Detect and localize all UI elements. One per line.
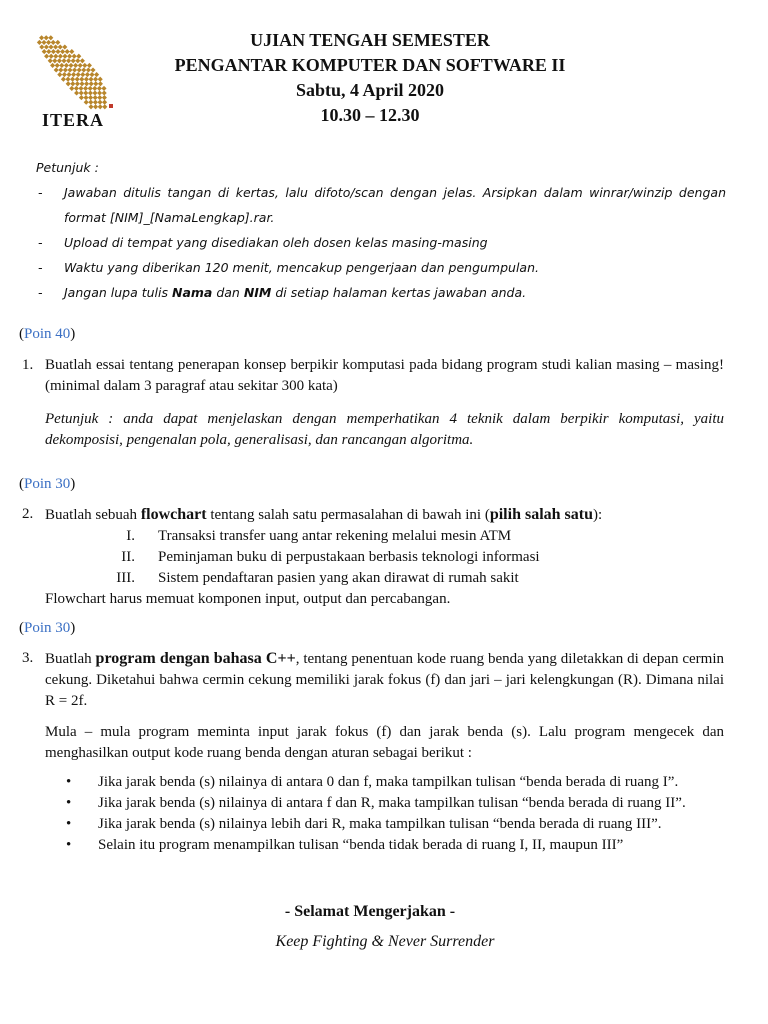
q3-text: Buatlah program dengan bahasa C++, tentang penentuan kode ruang benda yang diletakkan di depan cermin cekung. Diketahui bahwa cermin cekung memiliki jarak fokus (f) dan jari – jari kelengkungan (R). Dimana nilai R = 2f. bbox=[45, 650, 725, 709]
q2-footer: Flowchart harus memuat komponen input, output dan percabangan. bbox=[45, 591, 451, 607]
header-course: PENGANTAR KOMPUTER DAN SOFTWARE II bbox=[174, 55, 566, 75]
q1-number: 1. bbox=[22, 357, 34, 373]
list-item: • Selain itu program menampilkan tulisan “benda tidak berada di ruang I, II, maupun III” bbox=[66, 837, 624, 853]
q2-option: I. Transaksi transfer uang antar rekening melalui mesin ATM bbox=[126, 528, 512, 544]
q2-option: III. Sistem pendaftaran pasien yang akan dirawat di rumah sakit bbox=[116, 570, 519, 586]
instruction-item: - Jawaban ditulis tangan di kertas, lalu difoto/scan dengan jelas. Arsipkan dalam winrar/winzip dengan format [NIM]_[NamaLengkap].rar. bbox=[38, 185, 726, 225]
instruction-item: - Waktu yang diberikan 120 menit, mencakup pengerjaan dan pengumpulan. bbox=[38, 260, 539, 275]
q2-text: Buatlah sebuah flowchart tentang salah satu permasalahan di bawah ini (pilih salah satu): bbox=[45, 506, 603, 523]
q1-hint: Petunjuk : anda dapat menjelaskan dengan memperhatikan 4 teknik dalam berpikir komputasi, yaitu dekomposisi, pengenalan pola, generalisasi, dan rancangan algoritma. bbox=[45, 411, 724, 448]
q2-points: (Poin 30) bbox=[19, 476, 76, 492]
closing-text: - Selamat Mengerjakan - bbox=[284, 903, 456, 920]
q1-text: Buatlah essai tentang penerapan konsep berpikir komputasi pada bidang program studi kalian masing – masing! (minimal dalam 3 paragraf atau sekitar 300 kata) bbox=[45, 357, 724, 394]
q1-points: (Poin 40) bbox=[19, 326, 76, 342]
question-1 bbox=[22, 355, 724, 451]
motto-text: Keep Fighting & Never Surrender bbox=[275, 933, 495, 950]
header-time: 10.30 – 12.30 bbox=[320, 105, 420, 125]
list-item: • Jika jarak benda (s) nilainya lebih dari R, maka tampilkan tulisan “benda berada di ruang III”. bbox=[66, 816, 662, 832]
instructions bbox=[36, 155, 726, 305]
q2-option: II. Peminjaman buku di perpustakaan berbasis teknologi informasi bbox=[121, 549, 540, 565]
logo-text: ITERA bbox=[42, 110, 105, 130]
question-3 bbox=[22, 648, 724, 856]
instruction-item: - Upload di tempat yang disediakan oleh dosen kelas masing-masing bbox=[38, 235, 488, 250]
q3-rules bbox=[45, 772, 724, 856]
instructions-title: Petunjuk : bbox=[36, 160, 99, 175]
header-title: UJIAN TENGAH SEMESTER bbox=[250, 30, 490, 50]
q2-number: 2. bbox=[22, 506, 34, 522]
exam-header bbox=[0, 28, 740, 128]
question-2 bbox=[22, 504, 724, 610]
nama-keyword: Nama bbox=[171, 285, 213, 300]
header-date: Sabtu, 4 April 2020 bbox=[295, 80, 445, 100]
list-item: • Jika jarak benda (s) nilainya di antara f dan R, maka tampilkan tulisan “benda berada di ruang II”. bbox=[66, 795, 686, 811]
instruction-item: - Jangan lupa tulis Nama dan NIM di setiap halaman kertas jawaban anda. bbox=[38, 285, 527, 300]
q3-para2: Mula – mula program meminta input jarak fokus (f) dan jarak benda (s). Lalu program mengecek dan menghasilkan output kode ruang benda dengan aturan sebagai berikut : bbox=[45, 724, 724, 761]
list-item: • Jika jarak benda (s) nilainya di antara 0 dan f, maka tampilkan tulisan “benda berada di ruang I”. bbox=[66, 774, 679, 790]
q3-points: (Poin 30) bbox=[19, 620, 76, 636]
nim-keyword: NIM bbox=[243, 285, 272, 300]
q3-number: 3. bbox=[22, 650, 34, 666]
